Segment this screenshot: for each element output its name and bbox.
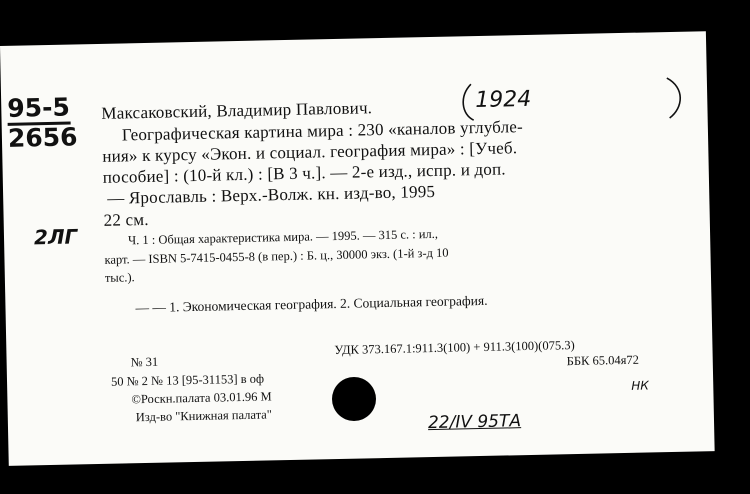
publisher-line: Изд-во "Книжная палата" xyxy=(135,407,273,425)
handwritten-corner-note: НК xyxy=(631,378,649,393)
shelf-mark-top: 95-5 xyxy=(7,95,70,126)
part-line-1: Ч. 1 : Общая характеристика мира. — 1995. — 315 с. : ил., xyxy=(127,226,439,248)
author-heading: Максаковский, Владимир Павлович. xyxy=(101,98,373,123)
title-line-1: Географическая картина мира : 230 «каналов углубле- xyxy=(121,117,524,145)
udk-code: УДК 373.167.1:911.3(100) + 911.3(100)(075.3) xyxy=(334,338,575,358)
record-number: № 31 xyxy=(130,354,159,370)
title-line-3: пособие] : (10-й кл.) : [В 3 ч.]. — 2-е изд., испр. и доп. xyxy=(102,159,506,187)
title-line-2: ния» к курсу «Экон. и социал. география мира» : [Учеб. xyxy=(102,138,518,166)
handwritten-year: 1924 xyxy=(474,86,532,114)
copyright-line: ©Роскн.палата 03.01.96 М xyxy=(131,389,272,407)
bbk-code: ББК 65.04я72 xyxy=(566,352,640,369)
part-line-2: карт. — ISBN 5-7415-0455-8 (в пер.) : Б. ц., 30000 экз. (1-й з-д 10 xyxy=(104,245,449,267)
registration-line: 50 № 2 № 13 [95-31153] в оф xyxy=(110,371,265,389)
subject-headings: — — 1. Экономическая география. 2. Социальная география. xyxy=(135,292,488,316)
shelf-mark xyxy=(7,94,78,151)
imprint-line: — Ярославль : Верх.-Волж. кн. изд-во, 1995 xyxy=(107,181,436,208)
size-line: 22 см. xyxy=(103,209,149,230)
handwritten-stamp-note: 22/IV 95ТА xyxy=(427,411,522,434)
handwritten-margin-note: 2ЛГ xyxy=(33,224,78,250)
shelf-mark-bottom: 2656 xyxy=(7,122,78,153)
punch-hole xyxy=(332,377,376,421)
part-line-3: тыс.). xyxy=(104,270,135,285)
